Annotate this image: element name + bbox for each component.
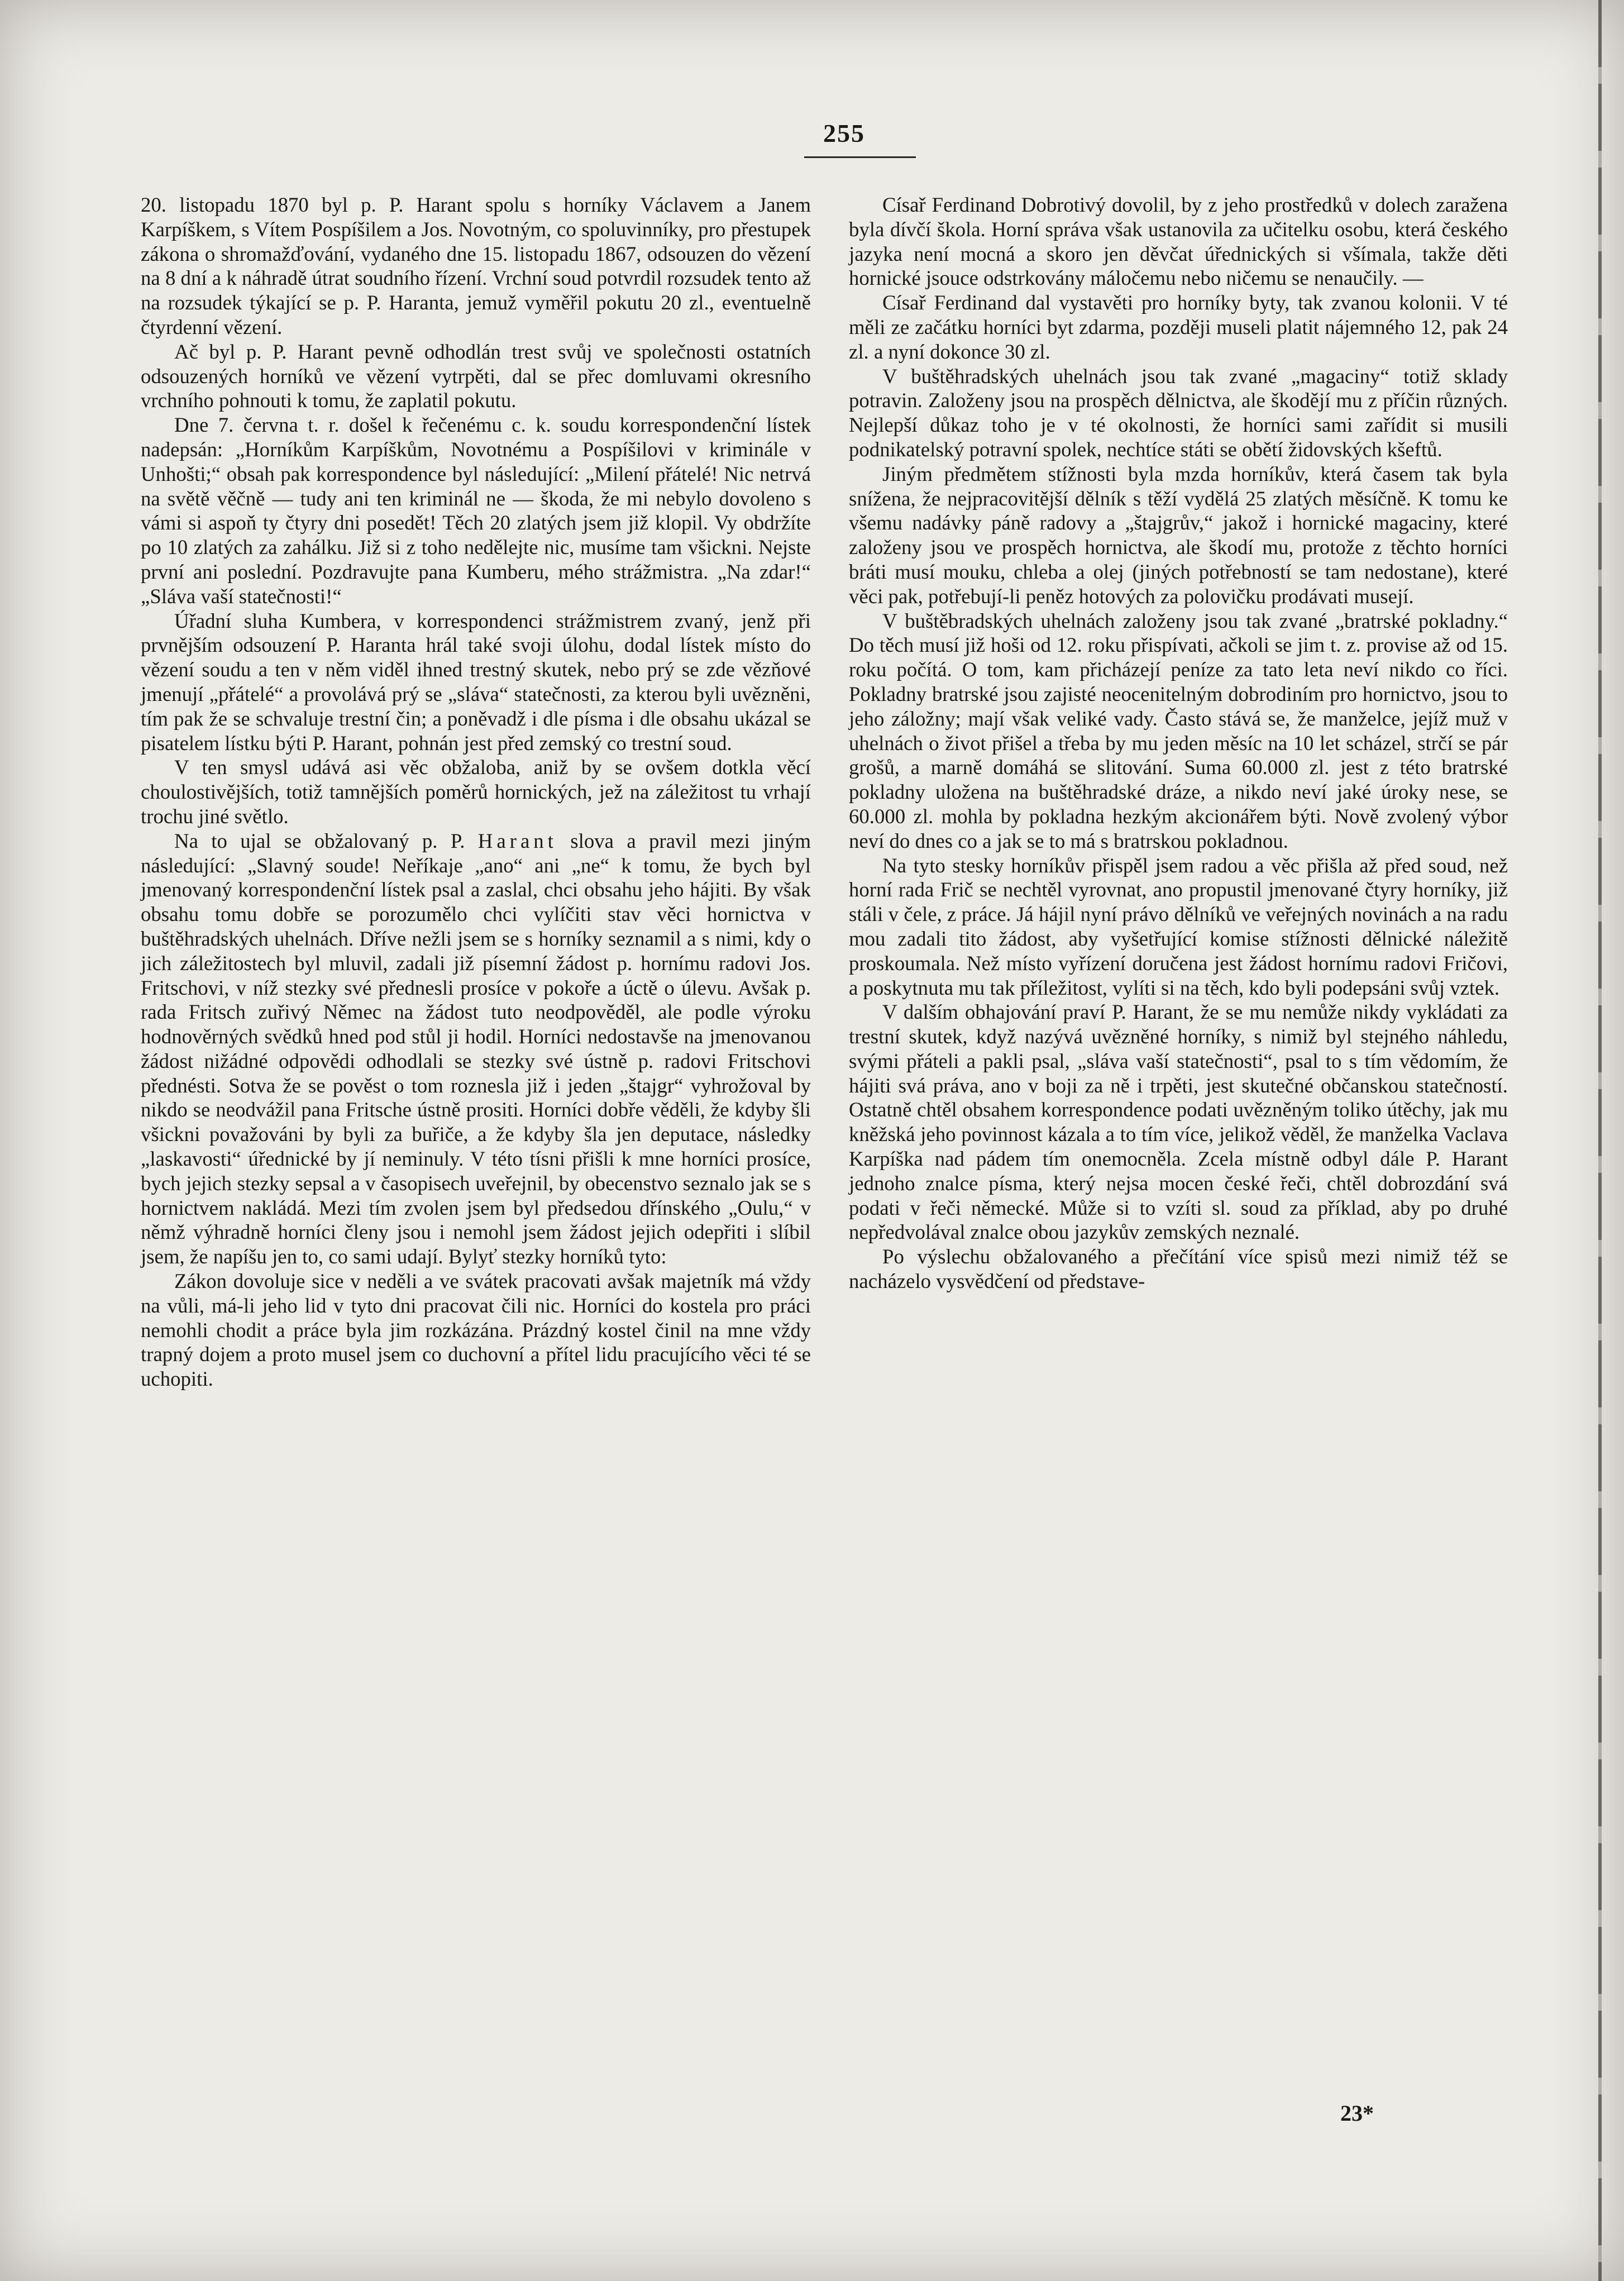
paragraph: Po výslechu obžalovaného a přečítání více spisů mezi nimiž též se nacházelo vysvědčení od představe- <box>849 1245 1508 1293</box>
paragraph-text: Na to ujal se obžalovaný p. P. <box>174 829 478 852</box>
page-edge-shadow <box>1598 0 1602 2281</box>
paragraph: Zákon dovoluje sice v neděli a ve svátek pracovati avšak majetník má vždy na vůli, má-li jeho lid v tyto dni pracovat čili nic. Horníci do kostela pro práci nemohli chodit a práce byla jim rozkázána. Prázdný kostel činil na mne vždy trapný dojem a proto musel jsem co duchovní a přítel lidu pracujícího věci té se uchopiti. <box>141 1270 811 1391</box>
paragraph: V ten smysl udává asi věc obžaloba, aniž by se ovšem dotkla věcí choulostivějších, totiž tamnějších poměrů hornických, jež na záležitost tu vrhají trochu jiné světlo. <box>141 756 811 828</box>
paragraph: V buštěbradských uhelnách založeny jsou tak zvané „bratrské pokladny.“ Do těch musí již hoši od 12. roku přispívati, ačkoli se jim t. z. provise až od 15. roku počítá. O tom, kam přicházejí peníze za tato leta neví nikdo co říci. Pokladny bratrské jsou zajisté neocenitelným dobrodiním pro hornictvo, jsou to jeho záložny; mají však veliké vady. Často stává se, že manželce, jejíž muž v uhelnách o život přišel a třeba by mu jeden měsíc na 10 let scházel, strčí se pár grošů, a marně domáhá se slitování. Suma 60.000 zl. jest z této bratrské pokladny uložena na buštěhradské dráze, a nikdo neví jaké úroky nese, se 60.000 zl. mohla by pokladna hezkým akcionářem býti. Nově zvolený výbor neví do dnes co a jak se to má s bratrskou pokladnou. <box>849 609 1508 852</box>
paragraph: Na tyto stesky horníkův přispěl jsem radou a věc přišla až před soud, než horní rada Frič se nechtěl vyrovnat, ano propustil jmenované čtyry horníky, již stáli v čele, z práce. Já hájil nyní právo dělníků ve veřejných novinách a na radu mou zadali tito žádost, aby vyšetřující komise stížnosti dělnické náležitě proskoumala. Než místo vyřízení doručena jest žádost hornímu radovi Fričovi, a poskytnuta mu tak příležitost, vylíti si na těch, kdo byli podepsáni svůj vztek. <box>849 853 1508 999</box>
spaced-name: Harant <box>477 829 557 852</box>
paragraph: Císař Ferdinand dal vystavěti pro horníky byty, tak zvanou kolonii. V té měli ze začátku horníci byt zdarma, později museli platit nájemného 12, pak 24 zl. a nyní dokonce 30 zl. <box>849 291 1508 363</box>
right-column <box>849 193 1508 1294</box>
paragraph: Úřadní sluha Kumbera, v korrespondenci strážmistrem zvaný, jenž při prvnějším odsouzení P. Haranta hrál také svoji úlohu, dodal lístek místo do vězení soudu a ten v něm viděl ihned trestný skutek, nebo prý se zde vězňové jmenují „přátelé“ a provolává prý se „sláva“ statečnosti, za kterou byli uvězněni, tím pak že se schvaluje trestní čin; a poněvadž i dle písma i dle obsahu ukázal se pisatelem lístku býti P. Harant, pohnán jest před zemský co trestní soud. <box>141 609 811 755</box>
header-rule <box>804 156 916 158</box>
paragraph: Jiným předmětem stížnosti byla mzda horníkův, která časem tak byla snížena, že nejpracovitější dělník s těží vydělá 25 zlatých měsíčně. K tomu ke všemu nadávky páně radovy a „štajgrův,“ jakož i hornické magaciny, které založeny jsou ve prospěch hornictva, ale škodí mu, protože z těchto horníci bráti musí mouku, chleba a olej (jiných potřebností se tam nedostane), které věci pak, potřebují-li peněz hotových za polovičku prodávati musejí. <box>849 462 1508 608</box>
printer-signature: 23* <box>1340 2101 1374 2126</box>
paragraph <box>141 829 811 1269</box>
paragraph: Ač byl p. P. Harant pevně odhodlán trest svůj ve společnosti ostatních odsouzených horníků ve vězení vytrpěti, dal se přec domluvami okresního vrchního pohnouti k tomu, že zaplatil pokutu. <box>141 340 811 412</box>
paragraph-text: slova a pravil mezi jiným následující: „Slavný soude! Neříkaje „ano“ ani „ne“ k tomu, že bych byl jmenovaný korrespondenční lístek psal a zaslal, chci obsahu jeho hájiti. By však obsahu tomu dobře se porozumělo chci vylíčiti stav věci hornictva v buštěhradských uhelnách. Dříve nežli jsem se s horníky seznamil a s nimi, kdy o jich záležitostech byl mluvil, zadali již písemní žádost p. hornímu radovi Jos. Fritschovi, v níž stezky své přednesli prosíce v pokoře a úctě o úlevu. Avšak p. rada Fritsch zuřivý Němec na žádost tuto neodpověděl, ale podle výroku hodnověrných svědků hned pod stůl ji hodil. Horníci nedostavše na jmenovanou žádost nižádné odpovědi odhodlali se stezky své ústně p. radovi Fritschovi přednésti. Sotva že se pověst o tom roznesla již i jeden „štajgr“ vyhrožoval by nikdo se neodvážil pana Fritsche ústně prositi. Horníci dobře věděli, že kdyby šli všickni považováni by byli za buřiče, a že kdyby šla jen deputace, následky „laskavosti“ úřednické by jí neminuly. V této tísni přišli k mne horníci prosíce, bych jejich stezky sepsal a v časopisech uveřejnil, by obecenstvo seznalo jak se s hornictvem nakládá. Mezi tím zvolen jsem byl předsedou dřínského „Oulu,“ v němž výhradně horníci členy jsou i nemohl jsem žádost jejich odepřiti i slíbil jsem, že napíšu jen to, co sami udají. Bylyť stezky horníků tyto: <box>141 829 811 1268</box>
page-number: 255 <box>823 119 865 147</box>
paragraph: V buštěhradských uhelnách jsou tak zvané „magaciny“ totiž sklady potravin. Založeny jsou na prospěch dělnictva, ale škodějí mu z příčin různých. Nejlepší důkaz toho je v té okolnosti, že horníci sami zařídit si musili podnikatelský potravní spolek, nechtíce státi se obětí židovských kšeftů. <box>849 364 1508 461</box>
left-column <box>141 193 811 1391</box>
paragraph: V dalším obhajování praví P. Harant, že se mu nemůže nikdy vykládati za trestní skutek, když nazývá uvězněné horníky, s nimiž byl stejného náhledu, svými přáteli a pakli psal, „sláva vaší statečnosti“, psal to s tím vědomím, že hájiti svá práva, ano v boji za ně i trpěti, jest skutečné občanskou statečností. Ostatně chtěl obsahem korrespondence podati uvězněným toliko útěchy, jak mu kněžská jeho povinnost kázala a to tím více, jelikož věděl, že manželka Vaclava Karpíška nad pádem tím onemocněla. Zcela místně odbyl dále P. Harant jednoho znalce písma, který nejsa mocen české řeči, chtěl dobrozdání svá podati v řeči německé. Může si to vzíti sl. soud za příklad, aby po druhé nepředvolával znalce obou jazykův zemských neznalé. <box>849 1000 1508 1244</box>
paragraph: Dne 7. června t. r. došel k řečenému c. k. soudu korrespondenční lístek nadepsán: „Horníkům Karpíškům, Novotnému a Pospíšilovi v kriminále v Unhošti;“ obsah pak korrespondence byl následující: „Milení přátelé! Nic netrvá na světě věčně — tudy ani ten kriminál ne — škoda, že mi nebylo dovoleno s vámi si aspoň ty čtyry dni posedět! Těch 20 zlatých jsem již klopil. Vy obdržíte po 10 zlatých za zahálku. Již si z toho nedělejte nic, musíme tam všickni. Nejste první ani poslední. Pozdravujte pana Kumberu, mého strážmistra. „Na zdar!“ „Sláva vaší statečnosti!“ <box>141 413 811 608</box>
paragraph: 20. listopadu 1870 byl p. P. Harant spolu s horníky Václavem a Janem Karpíškem, s Vítem Pospíšilem a Jos. Novotným, co spoluvinníky, pro přestupek zákona o shromažďování, vydaného dne 15. listopadu 1867, odsouzen do vězení na 8 dní a k náhradě útrat soudního řízení. Vrchní soud potvrdil rozsudek tento až na rozsudek týkající se p. P. Haranta, jemuž vyměřil pokutu 20 zl., eventuelně čtyrdenní vězení. <box>141 193 811 338</box>
paragraph: Císař Ferdinand Dobrotivý dovolil, by z jeho prostředků v dolech zaražena byla dívčí škola. Horní správa však ustanovila za učitelku osobu, která českého jazyka není mocná a skoro jen děvčat úřednických si všímala, takže děti hornické jsouce odstrkovány máločemu nebo ničemu se nenaučily. — <box>849 193 1508 290</box>
